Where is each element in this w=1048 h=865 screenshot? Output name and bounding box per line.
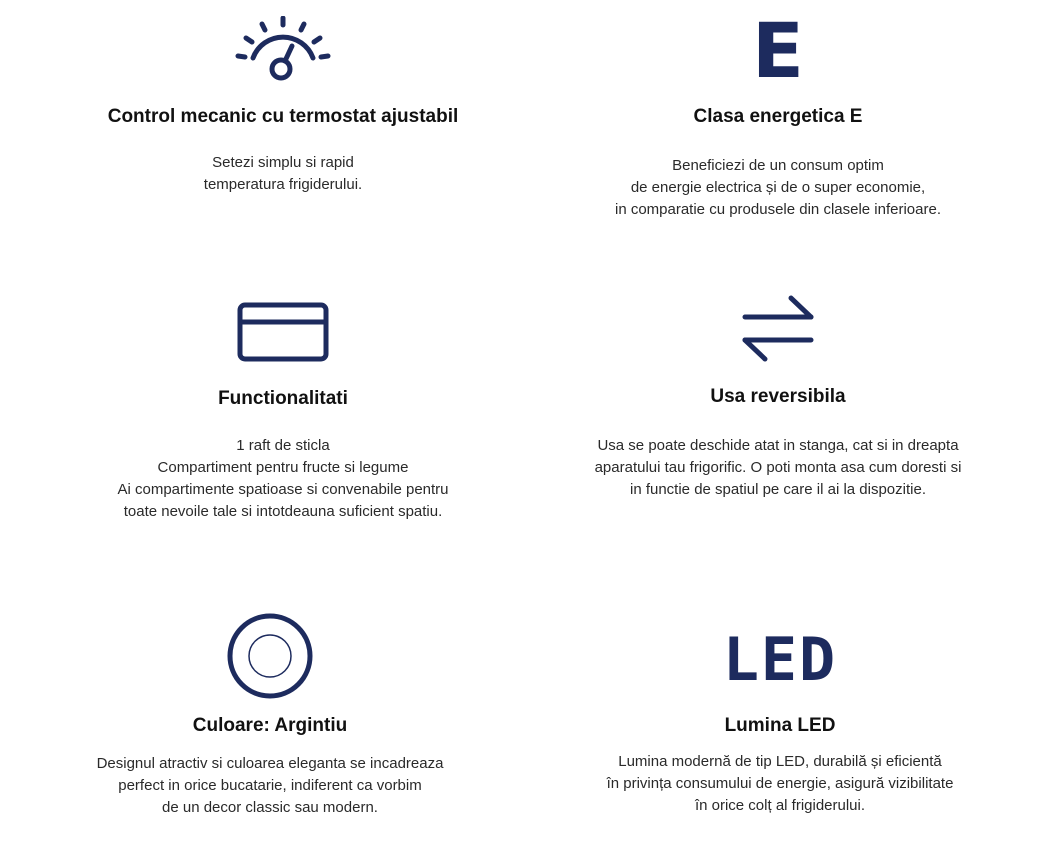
energy-class-e-icon: E (752, 6, 804, 95)
feature-description: Beneficiezi de un consum optim de energie electrica și de o super economie, in comparatie cu produsele din clasele inferioare. (614, 157, 941, 218)
feature-title: Clasa energetica E (693, 106, 863, 127)
feature-title: Lumina LED (724, 715, 836, 736)
feature-description: Setezi simplu si rapid temperatura frigiderului. (203, 154, 363, 193)
feature-title: Functionalitati (218, 388, 348, 409)
feature-title: Usa reversibila (710, 386, 846, 407)
reversible-arrows-icon (741, 294, 815, 364)
feature-description: Usa se poate deschide atat in stanga, cat si in dreapta aparatului tau frigorific. O poti monta asa cum doresti si in functie de spatiul pe care il ai la dispozitie. (594, 437, 962, 498)
feature-description: Lumina modernă de tip LED, durabilă și eficientă în privința consumului de energie, asigură vizibilitate în orice colț al frigiderului. (606, 753, 954, 814)
feature-description: Designul atractiv si culoarea eleganta se incadreaza perfect in orice bucatarie, indiferent ca vorbim de un decor classic sau modern. (96, 755, 444, 816)
shelf-drawer-icon (237, 302, 329, 362)
color-circle-icon (226, 612, 314, 700)
thermostat-dial-icon (235, 16, 331, 82)
feature-description: 1 raft de sticla Compartiment pentru fructe si legume Ai compartimente spatioase si convenabile pentru toate nevoile tale si intotdeauna suficient spatiu. (117, 437, 449, 520)
led-display-icon: LED (722, 625, 838, 695)
feature-title: Control mecanic cu termostat ajustabil (107, 106, 459, 127)
feature-title: Culoare: Argintiu (192, 715, 348, 736)
